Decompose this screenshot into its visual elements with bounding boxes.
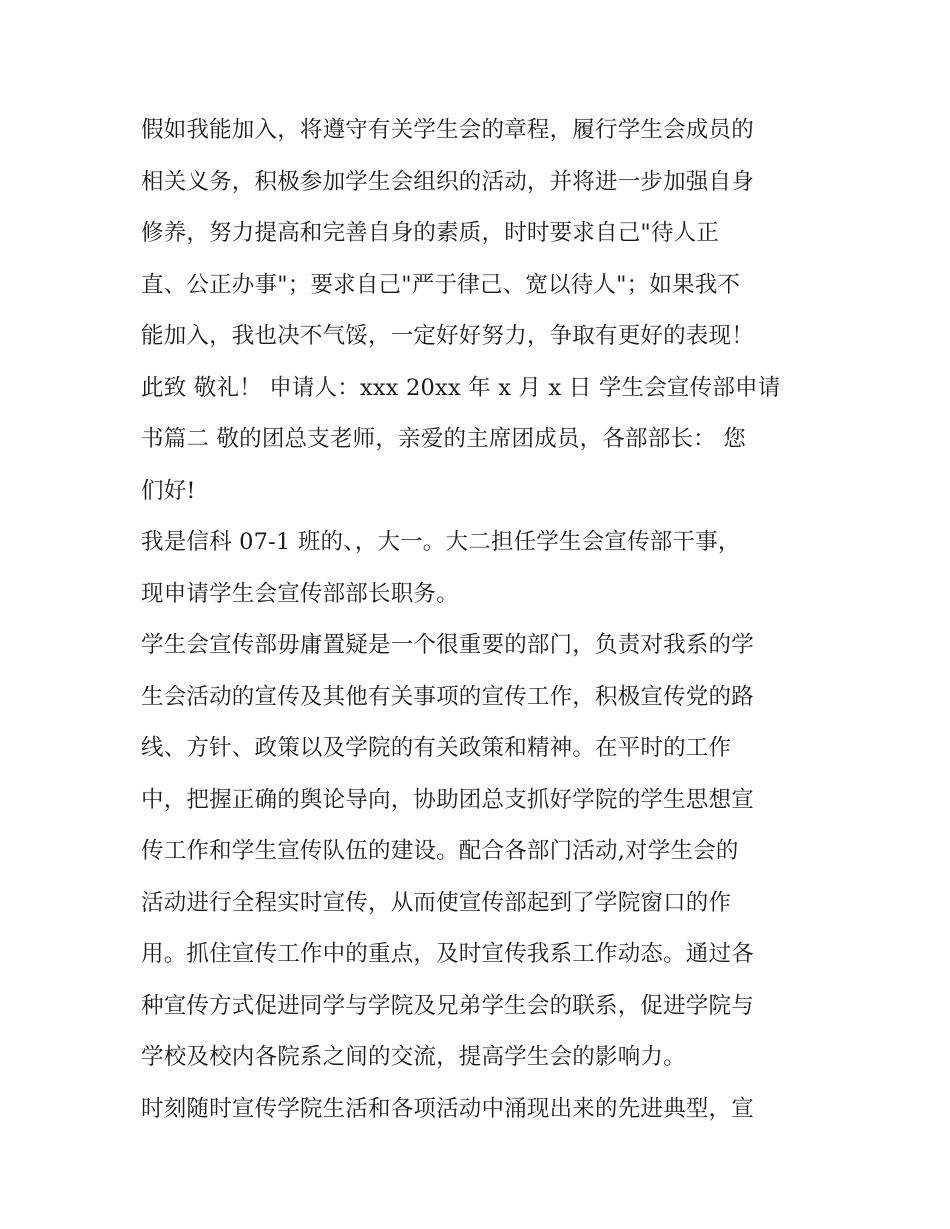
text-line: 能加入，我也决不气馁，一定好好努力，争取有更好的表现！	[141, 323, 754, 349]
text-line: 种宣传方式促进同学与学院及兄弟学生会的联系，促进学院与	[141, 992, 754, 1019]
document-body	[141, 105, 816, 1135]
text-line: 学生会宣传部毋庸置疑是一个很重要的部门，负责对我系的学	[141, 632, 754, 658]
text-line: 生会活动的宣传及其他有关事项的宣传工作，积极宣传党的路	[141, 683, 754, 710]
text-line: 直、公正办事"；要求自己"严于律己、宽以待人"；如果我不	[141, 271, 741, 298]
text-line: 们好!	[141, 477, 196, 504]
text-line: 书篇二 敬的团总支老师，亲爱的主席团成员，各部部长： 您	[141, 426, 746, 452]
text-line: 中，把握正确的舆论导向，协助团总支抓好学院的学生思想宣	[141, 786, 754, 813]
text-line: 修养，努力提高和完善自身的素质，时时要求自己"待人正	[141, 220, 720, 246]
text-line: 现申请学生会宣传部部长职务。	[141, 580, 459, 607]
text-line: 学校及校内各院系之间的交流，提高学生会的影响力。	[141, 1044, 686, 1070]
text-line: 此致 敬礼！ 申请人：xxx 20xx 年 x 月 x 日 学生会宣传部申请	[141, 374, 781, 401]
text-line: 相关义务，积极参加学生会组织的活动，并将进一步加强自身	[141, 168, 754, 195]
text-line: 线、方针、政策以及学院的有关政策和精神。在平时的工作	[141, 735, 732, 761]
text-line: 活动进行全程实时宣传，从而使宣传部起到了学院窗口的作	[141, 889, 732, 916]
text-line: 假如我能加入，将遵守有关学生会的章程，履行学生会成员的	[141, 117, 754, 143]
text-line: 我是信科 07-1 班的、，大一。大二担任学生会宣传部干事，	[141, 529, 741, 555]
text-line: 传工作和学生宣传队伍的建设。配合各部门活动,对学生会的	[141, 838, 739, 864]
text-line: 时刻随时宣传学院生活和各项活动中涌现出来的先进典型，宣	[141, 1095, 754, 1122]
text-line: 用。抓住宣传工作中的重点，及时宣传我系工作动态。通过各	[141, 941, 754, 967]
